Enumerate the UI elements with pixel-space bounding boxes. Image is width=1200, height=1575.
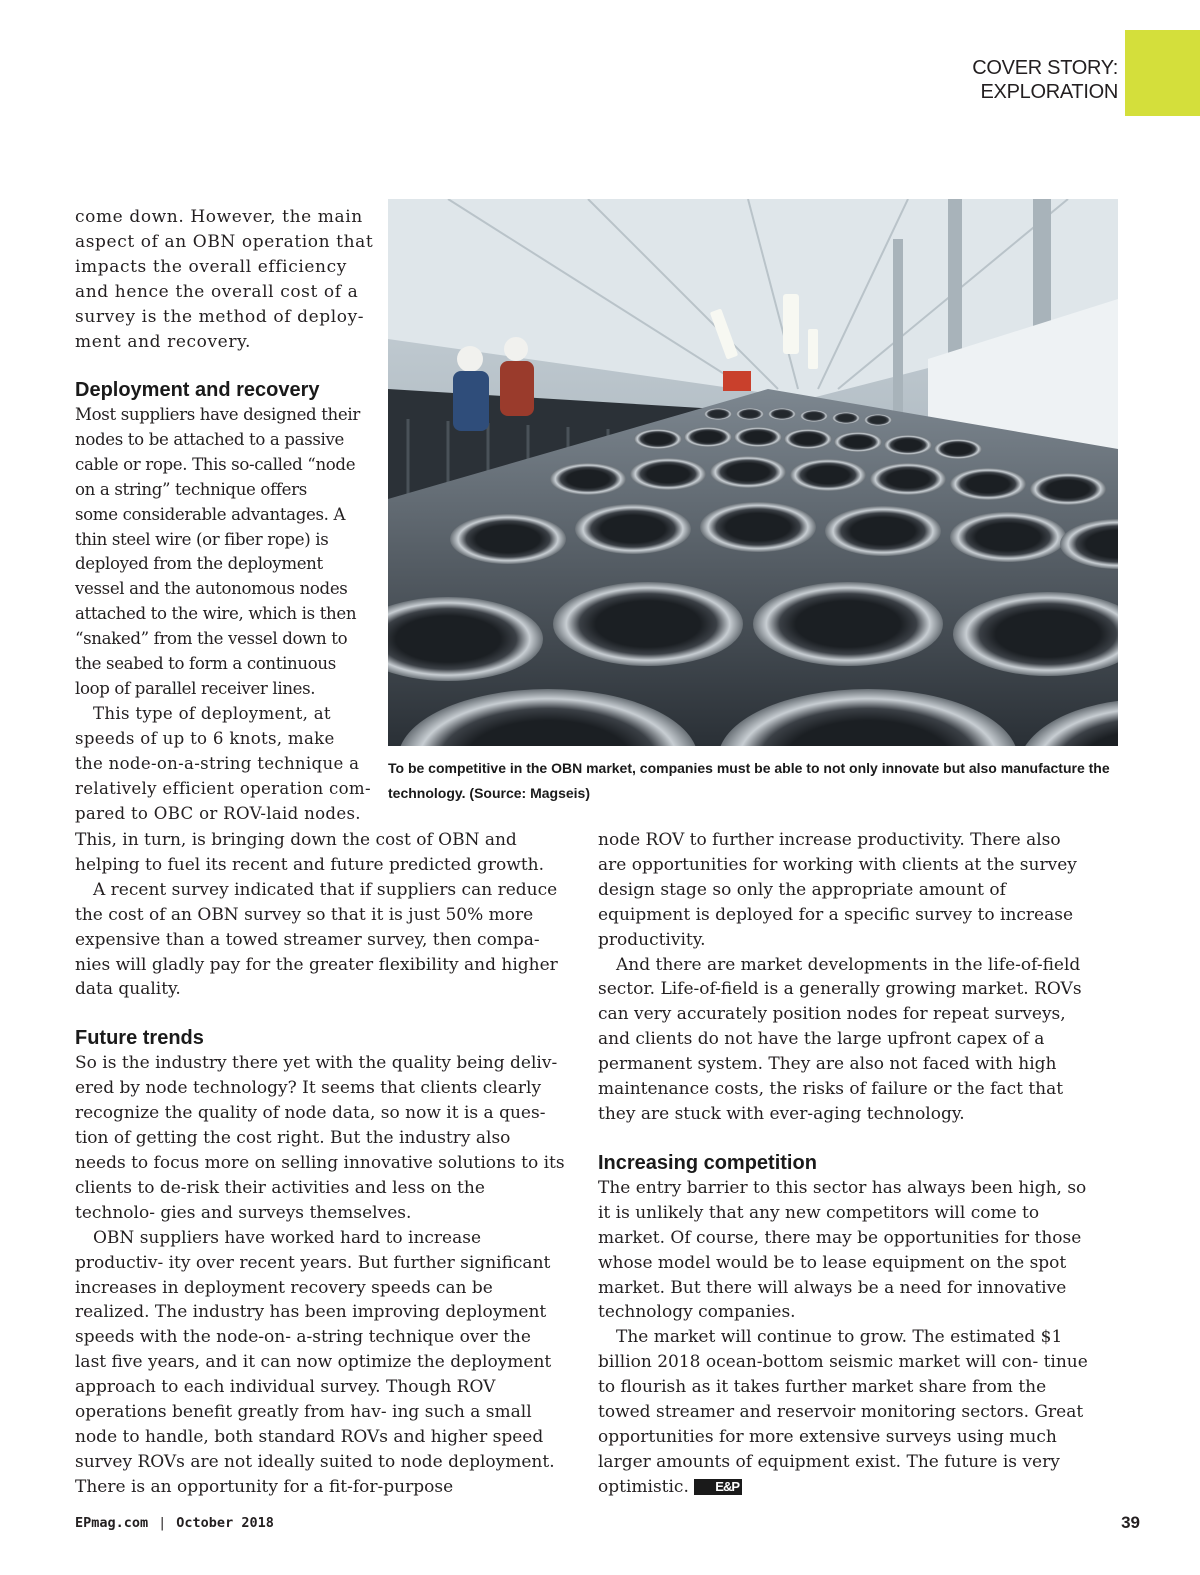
- body-line: speeds of up to 6 knots, make: [75, 728, 335, 748]
- footer-separator: |: [158, 1515, 167, 1531]
- heading-deployment-recovery: Deployment and recovery: [75, 379, 320, 401]
- photo-caption: To be competitive in the OBN market, companies must be able to not only innovate but also manufacture the technology. (Source: Magseis): [388, 760, 1110, 801]
- body-line: loop of parallel receiver lines.: [75, 678, 316, 698]
- section-label-line2: EXPLORATION: [980, 81, 1118, 103]
- paragraph-life-of-field: And there are market developments in the life-of-field sector. Life-of-field is a generally growing market. ROVs can very accurately position nodes for repeat surveys, and clients do not have the large upfront capex of a permanent system. They are also not faced with high maintenance costs, the risks of failure or the fact that they are stuck with ever-aging technology.: [598, 954, 1082, 1124]
- body-line: the node-on-a-string technique a: [75, 753, 360, 773]
- body-line: deployed from the deployment: [75, 554, 323, 574]
- paragraph-entry-barrier: The entry barrier to this sector has always been high, so it is unlikely that any new competitors will come to market. Of course, there may be opportunities for those whose model would be to lease equipment on the spot market. But there will always be a need for innovative technology companies.: [598, 1177, 1087, 1323]
- intro-line: ment and recovery.: [75, 331, 252, 352]
- section-label: [818, 56, 1118, 104]
- intro-line: survey is the method of deploy-: [75, 306, 365, 327]
- intro-line: and hence the overall cost of a: [75, 281, 359, 302]
- intro-line: aspect of an OBN operation that: [75, 231, 374, 252]
- heading-increasing-competition: Increasing competition: [598, 1151, 817, 1174]
- deployment-paragraph: [75, 403, 375, 702]
- body-line: attached to the wire, which is then: [75, 604, 357, 624]
- paragraph-productivity: OBN suppliers have worked hard to increase productiv- ity over recent years. But further significant increases in deployment recovery speeds can be realized. The industry has been improving deployment speeds with the node-on- a-string technique over the last five years, and it can now optimize the deployment approach to each individual survey. Though ROV operations benefit greatly from hav- ing such a small node to handle, both standard ROVs and higher speed survey ROVs are not ideally suited to node deployment. There is an opportunity for a fit-for-purpose: [75, 1227, 555, 1497]
- footer-publication: [75, 1515, 274, 1531]
- deployment-section: [75, 378, 375, 826]
- body-line: relatively efficient operation com-: [75, 778, 371, 798]
- end-of-article-logo: E&P: [694, 1479, 742, 1495]
- body-line: “snaked” from the vessel down to: [75, 629, 348, 649]
- intro-column: [75, 205, 375, 354]
- body-line: some considerable advantages. A: [75, 504, 346, 524]
- paragraph-market-outlook: [598, 1325, 1090, 1499]
- page-number: 39: [1121, 1513, 1140, 1532]
- intro-line: come down. However, the main: [75, 207, 363, 227]
- market-outlook-text: The market will continue to grow. The estimated $1 billion 2018 ocean-bottom seismic market will con- tinue to flourish as it takes further market share from the towed streamer and reservoir monitoring sectors. Great opportunities for more extensive surveys using much larger amounts of equipment exist. The future is very optimistic.: [598, 1327, 1088, 1497]
- body-line: Most suppliers have designed their: [75, 405, 360, 424]
- section-tab-accent: [1125, 30, 1200, 116]
- body-line: cable or rope. This so-called “node: [75, 454, 356, 474]
- footer-issue: October 2018: [176, 1515, 274, 1531]
- body-line: This type of deployment, at: [93, 703, 331, 723]
- body-line: the seabed to form a continuous: [75, 654, 336, 674]
- left-column: [75, 828, 565, 1500]
- intro-line: impacts the overall efficiency: [75, 256, 347, 277]
- paragraph-node-rov: node ROV to further increase productivity. There also are opportunities for working with clients at the survey design stage so only the appropriate amount of equipment is deployed for a specific survey to increase productivity.: [598, 830, 1077, 950]
- paragraph-survey-cost: A recent survey indicated that if suppliers can reduce the cost of an OBN survey so that it is just 50% more expensive than a towed streamer survey, then compa- nies will gladly pay for the greater flexibility and higher data quality.: [75, 879, 558, 1000]
- paragraph-industry-quality: So is the industry there yet with the quality being deliv- ered by node technology? It seems that clients clearly recognize the quality of node data, so now it is a ques- tion of getting the cost right. But the industry also needs to focus more on selling innovative solutions to its clients to de-risk their activities and less on the technolo- gies and surveys themselves.: [75, 1053, 565, 1223]
- deployment-paragraph-2: [75, 702, 375, 827]
- section-label-line1: COVER STORY:: [972, 57, 1118, 79]
- body-line: on a string” technique offers: [75, 479, 307, 499]
- heading-future-trends: Future trends: [75, 1027, 204, 1050]
- body-line: nodes to be attached to a passive: [75, 429, 344, 449]
- paragraph-cost-growth: This, in turn, is bringing down the cost of OBN and helping to fuel its recent and future predicted growth.: [75, 830, 545, 875]
- footer-site: EPmag.com: [75, 1515, 149, 1531]
- body-line: vessel and the autonomous nodes: [75, 579, 348, 599]
- body-line: thin steel wire (or fiber rope) is: [75, 529, 329, 549]
- body-line: pared to OBC or ROV-laid nodes.: [75, 803, 361, 823]
- obn-nodes-photo: [388, 199, 1118, 746]
- right-column: [598, 828, 1090, 1500]
- node-storage-image: [388, 199, 1118, 746]
